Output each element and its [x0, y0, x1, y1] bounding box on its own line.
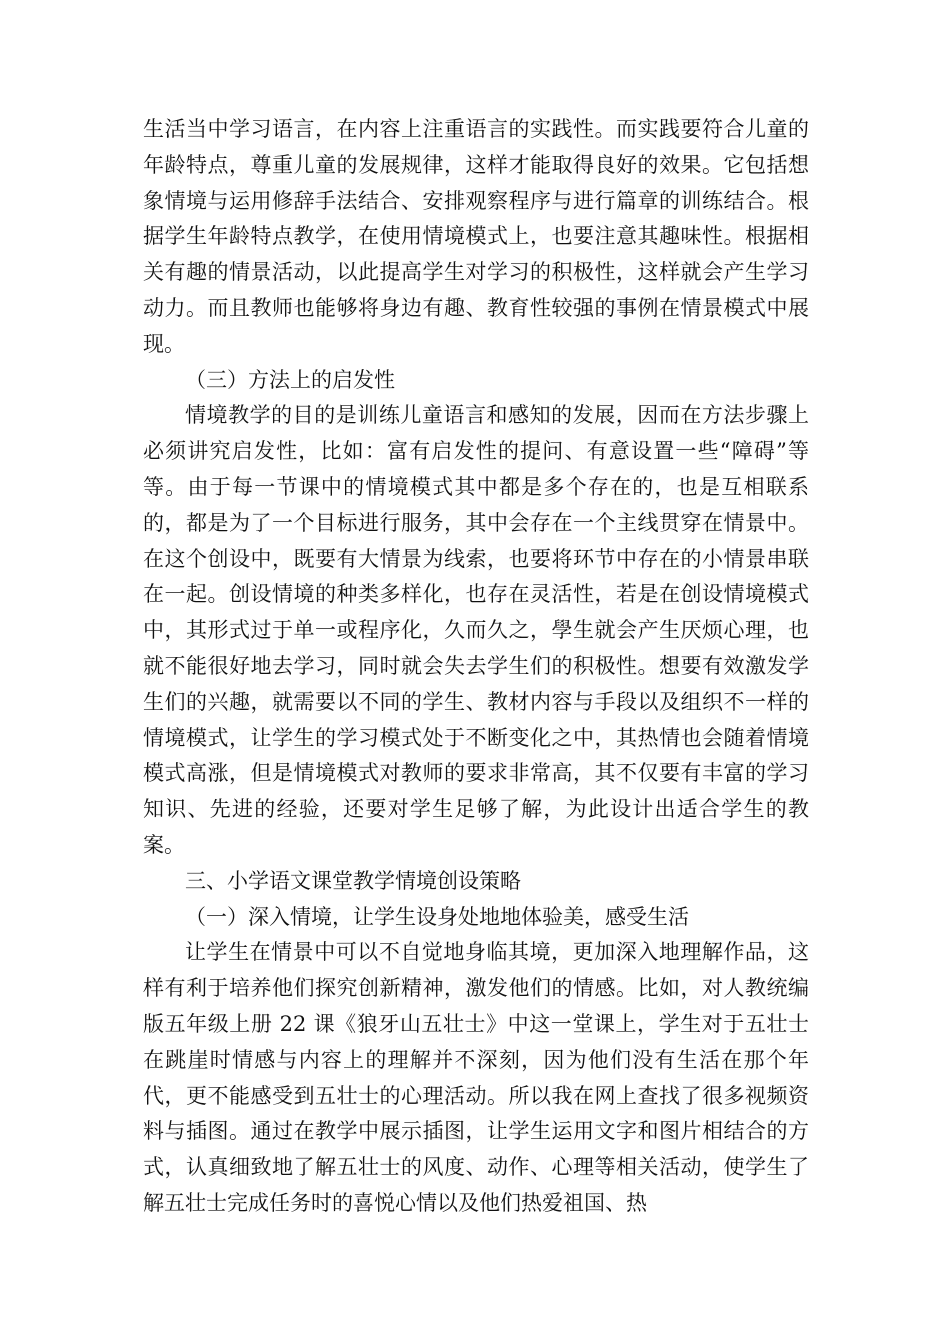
paragraph-method: 情境教学的目的是训练儿童语言和感知的发展，因而在方法步骤上必须讲究启发性，比如：富有启发性的提问、有意设置一些“障碍”等等。由于每一节课中的情境模式其中都是多个存在的，也是互相联系的，都是为了一个目标进行服务，其中会存在一个主线贯穿在情景中。在这个创设中，既要有大情景为线索，也要将环节中存在的小情景串联在一起。创设情境的种类多样化，也存在灵活性，若是在创设情境模式中，其形式过于单一或程序化，久而久之，學生就会产生厌烦心理，也就不能很好地去学习，同时就会失去学生们的积极性。想要有效激发学生们的兴趣，就需要以不同的学生、教材内容与手段以及组织不一样的情境模式，让学生的学习模式处于不断变化之中，其热情也会随着情境模式高涨，但是情境模式对教师的要求非常高，其不仅要有丰富的学习知识、先进的经验，还要对学生足够了解，为此设计出适合学生的教案。 — [143, 403, 809, 857]
continuation-paragraph: 生活当中学习语言，在内容上注重语言的实践性。而实践要符合儿童的年龄特点，尊重儿童的发展规律，这样才能取得良好的效果。它包括想象情境与运用修辞手法结合、安排观察程序与进行篇章的训练结合。根据学生年龄特点教学，在使用情境模式上，也要注意其趣味性。根据相关有趣的情景活动，以此提高学生对学习的积极性，这样就会产生学习动力。而且教师也能够将身边有趣、教育性较强的事例在情景模式中展现。 — [143, 117, 809, 356]
section-heading-strategies: 三、小学语文课堂教学情境创设策略 — [185, 868, 521, 893]
paragraph-immersion: 让学生在情景中可以不自觉地身临其境，更加深入地理解作品，这样有利于培养他们探究创新精神，激发他们的情感。比如，对人教统编版五年级上册 22 课《狼牙山五壮士》中这一堂课上，学生对于五壮士在跳崖时情感与内容上的理解并不深刻，因为他们没有生活在那个年代，更不能感受到五壮士的心理活动。所以我在网上查找了很多视频资料与插图。通过在教学中展示插图，让学生运用文字和图片相结合的方式，认真细致地了解五壮士的风度、动作、心理等相关活动，使学生了解五壮士完成任务时的喜悦心情以及他们热爱祖国、热 — [143, 940, 809, 1215]
section-subheading-method: （三）方法上的启发性 — [185, 367, 395, 392]
section-subheading-immersion: （一）深入情境，让学生设身处地地体验美，感受生活 — [185, 904, 689, 929]
body-text — [143, 112, 809, 1222]
